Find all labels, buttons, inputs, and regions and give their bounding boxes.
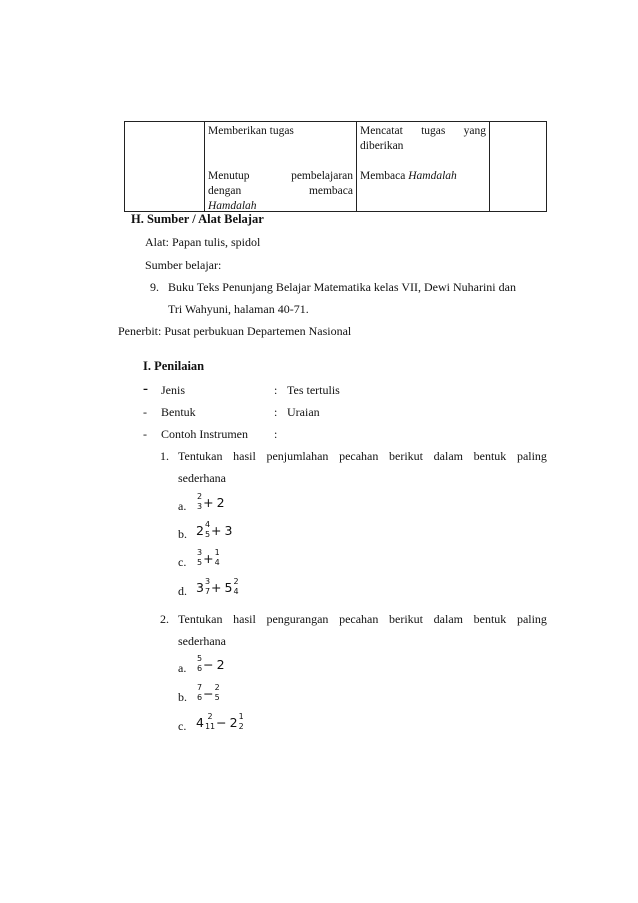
item-label: d. [178,584,187,598]
fraction: 2 11 [204,712,216,731]
fraction: 2 5 [214,683,220,702]
table-cell-activity [205,122,357,212]
fraction: 1 2 [238,712,244,731]
field-label-bentuk: Bentuk [161,405,196,419]
item-label: a. [178,499,187,513]
question-2-number: 2. [160,612,169,626]
math-expression-1c: 3 5 + 1 4 [197,548,220,567]
fraction: 7 6 [197,683,203,702]
fraction: 2 4 [233,577,239,596]
field-colon: : [274,383,278,397]
fraction: 5 6 [197,654,203,673]
field-colon: : [274,405,278,419]
table-cell-empty-1 [125,122,205,212]
item-label: b. [178,690,187,704]
field-label-instrument: Contoh Instrumen [161,427,248,441]
math-expression-1d: 3 3 7 + 5 2 4 [196,577,239,596]
source-item-line2: Tri Wahyuni, halaman 40-71. [168,302,309,316]
source-item-number: 9. [150,280,159,294]
response-read: Membaca Hamdalah [360,170,457,182]
field-value-jenis: Tes tertulis [287,383,340,397]
field-bullet: - [143,381,148,397]
field-bullet: - [143,405,147,419]
activity-table [124,121,547,212]
section-h-title: H. Sumber / Alat Belajar [131,212,264,226]
tools-text: Alat: Papan tulis, spidol [145,235,261,249]
question-1-line1: Tentukan hasil penjumlahan pecahan berikut dalam bentuk paling [178,449,547,463]
activity-close-line3: Hamdalah [208,200,257,212]
question-1-number: 1. [160,449,169,463]
item-label: a. [178,661,187,675]
field-value-bentuk: Uraian [287,405,320,419]
math-expression-1b: 2 4 5 + 3 [196,520,233,539]
field-bullet: - [143,427,147,441]
field-label-jenis: Jenis [161,383,185,397]
fraction: 4 5 [204,520,211,539]
math-expression-2b: 7 6 − 2 5 [197,683,220,702]
activity-give-task: Memberikan tugas [208,125,294,137]
fraction: 3 7 [204,577,211,596]
response-note-line2: diberikan [360,140,404,152]
field-colon: : [274,427,278,441]
math-expression-2a: 5 6 − 2 [197,654,225,673]
source-item-line1: Buku Teks Penunjang Belajar Matematika kelas VII, Dewi Nuharini dan [168,280,516,294]
math-expression-2c: 4 2 11 − 2 1 2 [196,712,244,731]
math-expression-1a: 2 3 + 2 [197,492,225,511]
table-cell-response [357,122,490,212]
item-label: c. [178,555,187,569]
fraction: 2 3 [197,492,203,511]
item-label: b. [178,527,187,541]
fraction: 3 5 [197,548,203,567]
response-note-line1: Mencatat tugas yang [360,125,486,137]
item-label: c. [178,719,187,733]
activity-close-line1: Menutup pembelajaran [208,170,353,182]
section-i-title: I. Penilaian [143,359,205,373]
question-1-line2: sederhana [178,471,226,485]
question-2-line1: Tentukan hasil pengurangan pecahan berikut dalam bentuk paling [178,612,547,626]
activity-close-line2: dengan membaca [208,185,353,197]
fraction: 1 4 [214,548,220,567]
source-label: Sumber belajar: [145,258,222,272]
question-2-line2: sederhana [178,634,226,648]
publisher-text: Penerbit: Pusat perbukuan Departemen Nasional [118,324,352,338]
table-cell-empty-2 [490,122,547,212]
